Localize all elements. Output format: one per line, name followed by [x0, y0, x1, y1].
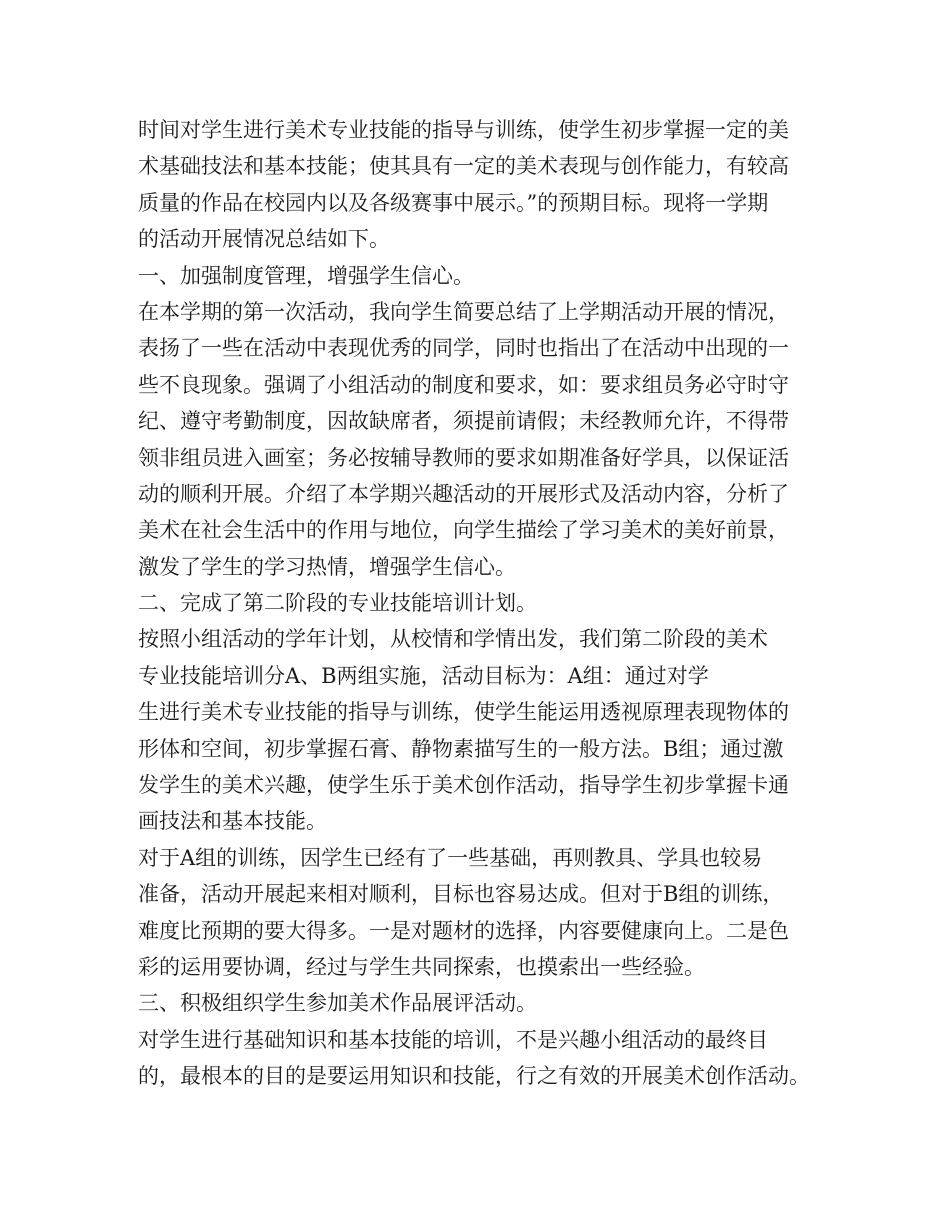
- section-heading-1: 一、加强制度管理，增强学生信心。: [138, 263, 474, 288]
- body-line: 表扬了一些在活动中表现优秀的同学，同时也指出了在活动中出现的一: [138, 336, 789, 361]
- body-line: 难度比预期的要大得多。一是对题材的选择，内容要健康向上。二是色: [138, 918, 789, 943]
- body-line: 动的顺利开展。介绍了本学期兴趣活动的开展形式及活动内容，分析了: [138, 481, 789, 506]
- body-line: 生进行美术专业技能的指导与训练，使学生能运用透视原理表现物体的: [138, 700, 789, 725]
- body-line: 美术在社会生活中的作用与地位，向学生描绘了学习美术的美好前景，: [138, 518, 789, 543]
- body-line: 准备，活动开展起来相对顺利，目标也容易达成。但对于B组的训练，: [138, 882, 784, 907]
- body-line: 形体和空间，初步掌握石膏、静物素描写生的一般方法。B组；通过激: [138, 736, 784, 761]
- document-body: [138, 112, 838, 1095]
- body-line: 彩的运用要协调，经过与学生共同探索，也摸索出一些经验。: [138, 954, 705, 979]
- body-line: 时间对学生进行美术专业技能的指导与训练，使学生初步掌握一定的美: [138, 118, 789, 142]
- body-line: 领非组员进入画室；务必按辅导教师的要求如期准备好学具，以保证活: [138, 445, 789, 470]
- body-line: 纪、遵守考勤制度，因故缺席者，须提前请假；未经教师允许，不得带: [138, 409, 789, 434]
- body-line: 些不良现象。强调了小组活动的制度和要求，如：要求组员务必守时守: [138, 372, 789, 397]
- body-line: 按照小组活动的学年计划，从校情和学情出发，我们第二阶段的美术: [138, 627, 768, 652]
- body-line: 对学生进行基础知识和基本技能的培训，不是兴趣小组活动的最终目: [138, 1027, 768, 1052]
- body-line: 发学生的美术兴趣，使学生乐于美术创作活动，指导学生初步掌握卡通: [138, 773, 789, 798]
- body-line: 画技法和基本技能。: [138, 809, 327, 834]
- body-line: 激发了学生的学习热情，增强学生信心。: [138, 554, 516, 579]
- body-line: 在本学期的第一次活动，我向学生简要总结了上学期活动开展的情况，: [138, 299, 789, 324]
- body-line: 专业技能培训分A、B两组实施，活动目标为：A组：通过对学: [138, 663, 709, 688]
- body-line: 质量的作品在校园内以及各级赛事中展示。”的预期目标。现将一学期: [138, 190, 769, 215]
- section-heading-3: 三、积极组织学生参加美术作品展评活动。: [138, 991, 537, 1016]
- body-line: 术基础技法和基本技能；使其具有一定的美术表现与创作能力，有较高: [138, 154, 789, 179]
- body-line: 的活动开展情况总结如下。: [138, 227, 390, 252]
- body-line: 的，最根本的目的是要运用知识和技能，行之有效的开展美术创作活动。: [138, 1064, 810, 1089]
- section-heading-2: 二、完成了第二阶段的专业技能培训计划。: [138, 591, 537, 616]
- body-line: 对于A组的训练，因学生已经有了一些基础，再则教具、学具也较易: [138, 845, 763, 870]
